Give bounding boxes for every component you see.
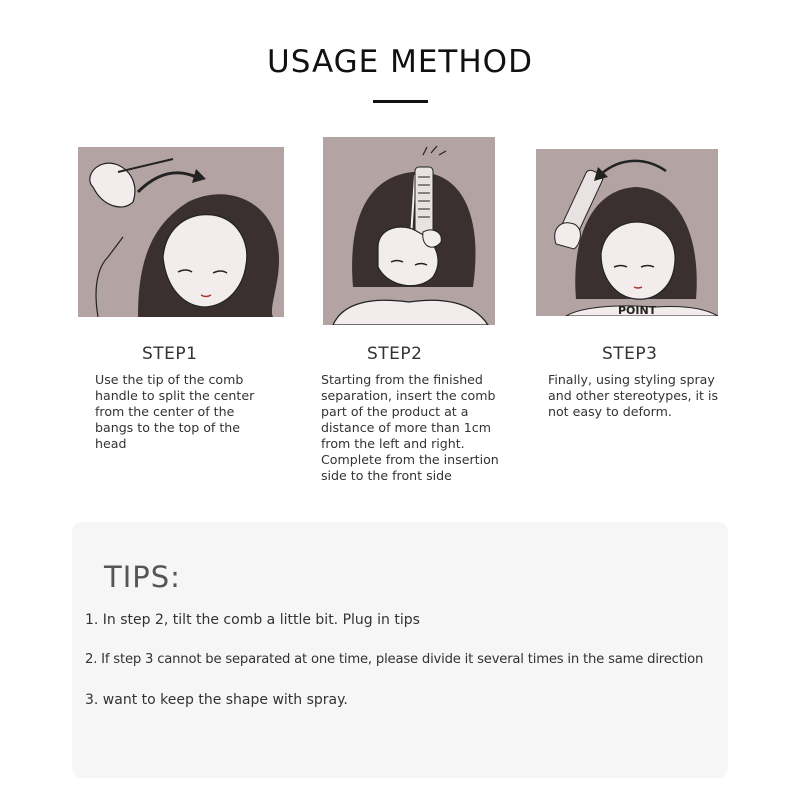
- step3-label: STEP3: [602, 344, 658, 364]
- woman-inserting-comb-drawing: [323, 137, 495, 325]
- tips-title: TIPS:: [104, 560, 181, 594]
- point-caption: POINT: [618, 304, 657, 317]
- step1-line: Use the tip of the comb: [95, 372, 244, 387]
- step3-illustration: [536, 149, 718, 316]
- title-underline: [373, 100, 428, 103]
- tip-item: 2. If step 3 cannot be separated at one time, please divide it several times in the same direction: [85, 652, 704, 667]
- step2-line: from the left and right.: [321, 436, 465, 451]
- tip-item: 3. want to keep the shape with spray.: [85, 692, 348, 708]
- step1-label: STEP1: [142, 344, 198, 364]
- step1-illustration: [78, 147, 284, 317]
- tip-item: 1. In step 2, tilt the comb a little bit. Plug in tips: [85, 612, 420, 628]
- step3-line: not easy to deform.: [548, 404, 672, 419]
- page-title: USAGE METHOD: [267, 44, 533, 80]
- step1-line: handle to split the center: [95, 388, 255, 403]
- step2-line: side to the front side: [321, 468, 452, 483]
- step1-line: bangs to the top of the: [95, 420, 241, 435]
- step2-line: distance of more than 1cm: [321, 420, 491, 435]
- step2-label: STEP2: [367, 344, 423, 364]
- step3-line: and other stereotypes, it is: [548, 388, 719, 403]
- step2-line: separation, insert the comb: [321, 388, 496, 403]
- step3-description: [548, 372, 718, 420]
- step1-line: from the center of the: [95, 404, 235, 419]
- step2-line: Complete from the insertion: [321, 452, 499, 467]
- woman-parting-hair-drawing: [78, 147, 284, 317]
- step2-line: part of the product at a: [321, 404, 469, 419]
- step3-line: Finally, using styling spray: [548, 372, 715, 387]
- woman-holding-comb-drawing: [536, 149, 718, 316]
- step2-illustration: [323, 137, 495, 325]
- step1-description: [95, 372, 254, 452]
- step2-line: Starting from the finished: [321, 372, 483, 387]
- step2-description: [321, 372, 499, 484]
- step1-line: head: [95, 436, 127, 451]
